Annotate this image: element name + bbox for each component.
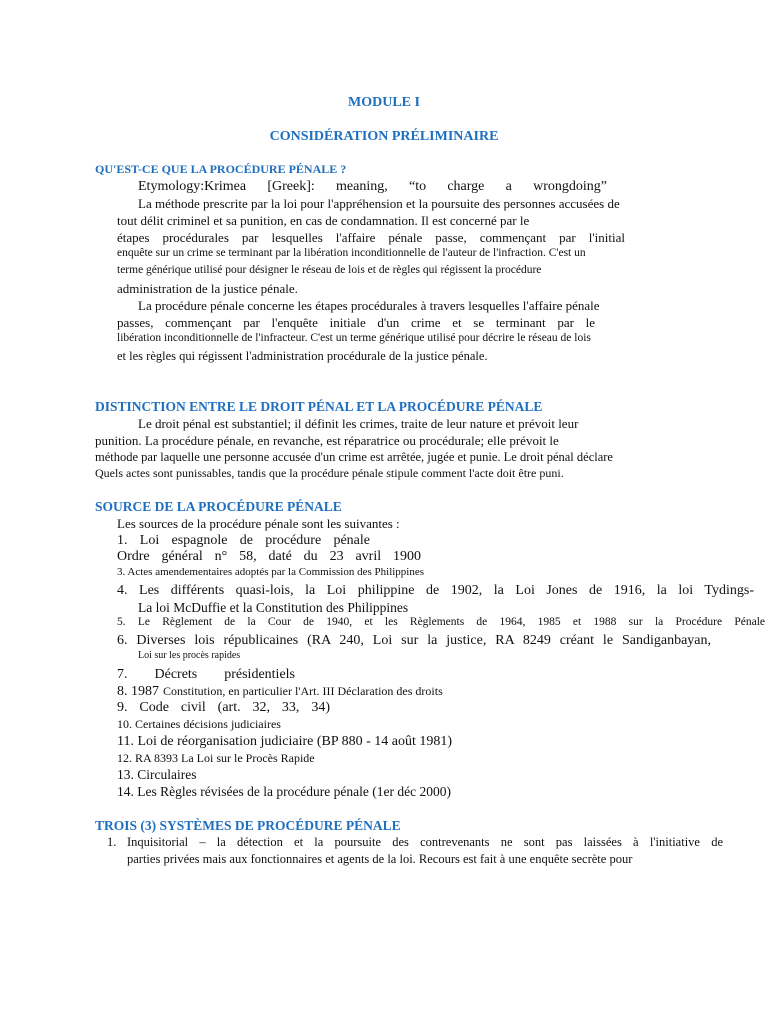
list-item: Ordre général n° 58, daté du 23 avril 1900 xyxy=(117,549,421,564)
paragraph-line: Quels actes sont punissables, tandis que la procédure pénale stipule comment l'acte doit être puni. xyxy=(95,466,564,480)
list-item: 7. Décrets présidentiels xyxy=(117,667,295,682)
paragraph-line: administration de la justice pénale. xyxy=(117,281,298,296)
list-item-number: 1. xyxy=(107,835,117,849)
paragraph-line: La procédure pénale concerne les étapes procédurales à travers lesquelles l'affaire pénale xyxy=(138,298,600,313)
list-item: 14. Les Règles révisées de la procédure pénale (1er déc 2000) xyxy=(117,784,451,799)
list-item: 1. Loi espagnole de procédure pénale xyxy=(117,533,370,548)
list-item-text: Constitution, en particulier l'Art. III Déclaration des droits xyxy=(163,684,443,698)
list-item: 12. RA 8393 La Loi sur le Procès Rapide xyxy=(117,751,315,765)
list-item: 9. Code civil (art. 32, 33, 34) xyxy=(117,700,330,715)
paragraph-line: La méthode prescrite par la loi pour l'appréhension et la poursuite des personnes accusées de xyxy=(138,196,620,211)
paragraph-line: passes, commençant par l'enquête initiale d'un crime et se terminant par le xyxy=(117,315,595,330)
list-item-number: 8. 1987 xyxy=(117,684,159,699)
chapter-title: CONSIDÉRATION PRÉLIMINAIRE xyxy=(269,129,499,144)
list-item-continuation: La loi McDuffie et la Constitution des Philippines xyxy=(138,600,409,615)
list-item: 4. Les différents quasi-lois, la Loi philippine de 1902, la Loi Jones de 1916, la loi Tydings- xyxy=(117,583,754,598)
section-heading-systems: TROIS (3) SYSTÈMES DE PROCÉDURE PÉNALE xyxy=(95,818,401,833)
paragraph-line: Etymology:Krimea [Greek]: meaning, “to charge a wrongdoing” xyxy=(138,179,607,194)
paragraph-line: libération inconditionnelle de l'infracteur. C'est un terme générique utilisé pour décrire le réseau de lois xyxy=(117,332,591,344)
paragraph-line: terme générique utilisé pour désigner le réseau de lois et de règles qui régissent la procédure xyxy=(117,264,542,276)
paragraph-line: tout délit criminel et sa punition, en cas de condamnation. Il est concerné par le xyxy=(117,213,530,228)
paragraph-line: méthode par laquelle une personne accusée d'un crime est arrêtée, jugée et punie. Le droit pénal déclare xyxy=(95,450,613,464)
list-item xyxy=(117,685,443,699)
paragraph-line: punition. La procédure pénale, en revanche, est réparatrice ou procédurale; elle prévoit le xyxy=(95,433,559,448)
list-item: 10. Certaines décisions judiciaires xyxy=(117,717,281,731)
module-title: MODULE I xyxy=(348,95,420,110)
list-item: 5. Le Règlement de la Cour de 1940, et les Règlements de 1964, 1985 et 1988 sur la Procédure Pénale xyxy=(117,616,765,628)
section-heading-distinction: DISTINCTION ENTRE LE DROIT PÉNAL ET LA PROCÉDURE PÉNALE xyxy=(95,399,543,414)
list-intro: Les sources de la procédure pénale sont les suivantes : xyxy=(117,516,400,531)
list-item: Inquisitorial – la détection et la poursuite des contrevenants ne sont pas laissées à l'initiative de xyxy=(127,835,723,849)
list-item: 3. Actes amendementaires adoptés par la Commission des Philippines xyxy=(117,566,425,578)
section-heading-sources: SOURCE DE LA PROCÉDURE PÉNALE xyxy=(95,499,342,514)
list-item-continuation: Loi sur les procès rapides xyxy=(138,650,241,661)
list-item: 13. Circulaires xyxy=(117,767,197,782)
section-heading-what-is: QU'EST-CE QUE LA PROCÉDURE PÉNALE ? xyxy=(95,162,347,176)
paragraph-line: étapes procédurales par lesquelles l'affaire pénale passe, commençant par l'initial xyxy=(117,230,625,245)
paragraph-line: enquête sur un crime se terminant par la libération inconditionnelle de l'auteur de l'infraction. C'est un xyxy=(117,247,586,259)
list-item-continuation: parties privées mais aux fonctionnaires et agents de la loi. Recours est fait à une enquête secrète pour xyxy=(127,852,633,866)
paragraph-line: et les règles qui régissent l'administration procédurale de la justice pénale. xyxy=(117,349,488,363)
list-item: 11. Loi de réorganisation judiciaire (BP 880 - 14 août 1981) xyxy=(117,734,453,749)
paragraph-line: Le droit pénal est substantiel; il définit les crimes, traite de leur nature et prévoit leur xyxy=(138,416,579,431)
list-item: 6. Diverses lois républicaines (RA 240, Loi sur la justice, RA 8249 créant le Sandiganbayan, xyxy=(117,633,711,648)
